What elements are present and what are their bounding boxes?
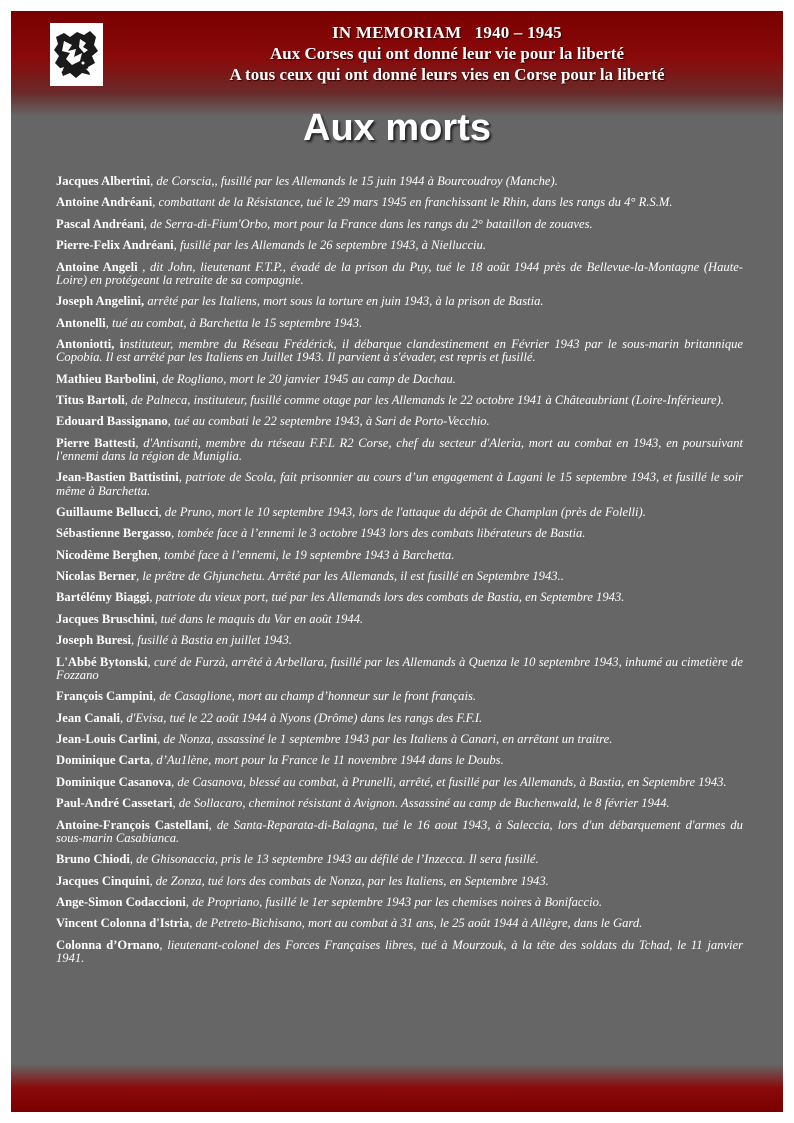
entry-name: Pascal Andréani (56, 216, 144, 231)
entry-description: , tué au combati le 22 septembre 1943, à Sari de Porto-Vecchio. (167, 414, 490, 429)
corsica-map-logo (50, 23, 103, 86)
list-item (56, 797, 743, 810)
entry-name: Antoine Andréani (56, 195, 153, 210)
entry-name: Dominique Casanova (56, 774, 172, 789)
header-line-memoriam: IN MEMORIAM 1940 – 1945 (332, 23, 562, 42)
entry-name: Titus Bartoli (56, 392, 125, 407)
list-item (56, 853, 743, 866)
list-item (56, 218, 743, 231)
entry-name: Colonna d’Ornano (56, 937, 160, 952)
list-item (56, 712, 743, 725)
entry-name: Antoine Angeli (56, 259, 138, 274)
entry-description: , de Casaglione, mort au champ d’honneur sur le front français. (152, 689, 477, 704)
list-item (56, 295, 743, 308)
entry-name: Guillaume Bellucci (56, 504, 159, 519)
entry-description: , tué au combat, à Barchetta le 15 septembre 1943. (105, 315, 363, 330)
list-item (56, 939, 743, 965)
list-item (56, 875, 743, 888)
list-item (56, 733, 743, 746)
entry-name: Jacques Albertini (56, 174, 151, 188)
list-item (56, 591, 743, 604)
list-item (56, 570, 743, 583)
entry-description: , de Rogliano, mort le 20 janvier 1945 au camp de Dachau. (155, 371, 456, 386)
memorial-list (56, 175, 743, 973)
entry-name: Pierre-Felix Andréani (56, 238, 174, 253)
entry-description: , de Pruno, mort le 10 septembre 1943, lors de l'attaque du dépôt de Champlan (près de Folelli). (158, 504, 646, 519)
list-item (56, 175, 743, 188)
entry-description: , fusillé par les Allemands le 26 septembre 1943, à Niellucciu. (173, 238, 486, 253)
entry-description: , de Serra-di-Fium'Orbo, mort pour la France dans les rangs du 2° bataillon de zouaves. (143, 216, 593, 231)
entry-name: Mathieu Barbolini (56, 371, 156, 386)
list-item (56, 634, 743, 647)
list-item (56, 471, 743, 497)
entry-name: Nicodème Berghen (56, 547, 158, 562)
header-line-dedication-all: A tous ceux qui ont donné leurs vies en Corse pour la liberté (229, 65, 665, 84)
list-item (56, 754, 743, 767)
list-item (56, 394, 743, 407)
entry-description: , de Nonza, assassiné le 1 septembre 1943 par les Italiens à Canari, en arrêtant un traitre. (157, 732, 613, 746)
entry-name: Jean Canali (56, 710, 121, 725)
entry-description: , d'Evisa, tué le 22 août 1944 à Nyons (Drôme) dans les rangs des F.F.I. (120, 710, 483, 725)
entry-name: Dominique Carta (56, 753, 151, 768)
entry-name: Joseph Buresi (56, 633, 131, 648)
entry-description: , patriote de Scola, fait prisonnier au cours d’un engagement à Lagani le 15 septembre 1943, et fusillé le soir même à Barchetta. (56, 470, 743, 498)
entry-name: Nicolas Berner (56, 569, 137, 584)
list-item (56, 506, 743, 519)
entry-name: Paul-André Cassetari (56, 796, 173, 811)
entry-name: Jean-Bastien Battistini (56, 470, 179, 485)
entry-description: , de Propriano, fusillé le 1er septembre 1943 par les chemises noires à Bonifaccio. (185, 894, 603, 909)
entry-description: , fusillé à Bastia en juillet 1943. (131, 633, 292, 648)
entry-description: , patriote du vieux port, tué par les Allemands lors des combats de Bastia, en Septembre 1943. (149, 590, 625, 605)
list-item (56, 613, 743, 626)
list-item (56, 776, 743, 789)
entry-name: François Campini (56, 689, 153, 704)
footer-band (11, 1064, 783, 1112)
entry-description: , le prêtre de Ghjunchetu. Arrêté par les Allemands, il est fusillé en Septembre 1943.. (136, 569, 564, 584)
entry-description: , de Palneca, instituteur, fusillé comme otage par les Allemands le 22 octobre 1941 à Châteaubriant (Loire-Inférieure). (124, 392, 724, 407)
entry-name: Antoniotti, i (56, 336, 124, 351)
page-title: Aux morts (303, 107, 491, 149)
list-item (56, 437, 743, 463)
list-item (56, 317, 743, 330)
list-item (56, 373, 743, 386)
entry-description: , de Petreto-Bichisano, mort au combat à 31 ans, le 25 août 1944 à Allègre, dans le Gard. (189, 916, 643, 931)
list-item (56, 690, 743, 703)
list-item (56, 196, 743, 209)
entry-name: Jacques Cinquini (56, 873, 150, 888)
list-item (56, 415, 743, 428)
entry-description: , tombée face à l’ennemi le 3 octobre 1943 lors des combats libérateurs de Bastia. (171, 526, 586, 541)
entry-description: nstituteur, membre du Réseau Frédérick, il débarque clandestinement en Février 1943 par le sous-marin britannique Copobia. Il est arrêté par les Italiens en Juillet 1943. Il parvient à s'évader, est repris et fusillé. (56, 336, 744, 365)
entry-description: , combattant de la Résistance, tué le 29 mars 1945 en franchissant le Rhin, dans les rangs du 4° R.S.M. (152, 195, 673, 210)
entry-name: Antonelli (56, 315, 106, 330)
entry-description: , de Ghisonaccia, pris le 13 septembre 1943 au défilé de l’Inzecca. Il sera fusillé. (129, 852, 539, 867)
list-item (56, 917, 743, 930)
list-item (56, 896, 743, 909)
header-line-dedication-corses: Aux Corses qui ont donné leur vie pour la liberté (269, 44, 625, 63)
list-item (56, 261, 743, 287)
header-text (111, 22, 783, 85)
memorial-page (11, 11, 783, 1112)
entry-description: , d’Au1lène, mort pour la France le 11 novembre 1944 dans le Doubs. (150, 753, 504, 768)
entry-description: , lieutenant-colonel des Forces Françaises libres, tué à Mourzouk, à la tête des soldats du Tchad, le 11 janvier 1941. (56, 937, 743, 965)
list-item (56, 527, 743, 540)
list-item (56, 239, 743, 252)
entry-name: Joseph Angelini, (56, 294, 145, 309)
entry-name: Vincent Colonna d'Istria (56, 916, 190, 931)
list-item (56, 338, 743, 364)
entry-name: Antoine-François Castellani (56, 817, 209, 832)
entry-description: arrêté par les Italiens, mort sous la torture en juin 1943, à la prison de Bastia. (144, 294, 544, 309)
list-item (56, 549, 743, 562)
entry-name: Jacques Bruschini (56, 611, 155, 626)
entry-description: , de Casanova, blessé au combat, à Prunelli, arrêté, et fusillé par les Allemands, à Bastia, en Septembre 1943. (171, 774, 727, 789)
entry-description: , de Zonza, tué lors des combats de Nonza, par les Italiens, en Septembre 1943. (149, 873, 549, 888)
list-item (56, 656, 743, 682)
entry-name: Edouard Bassignano (56, 414, 168, 429)
list-item (56, 819, 743, 845)
entry-name: Pierre Battesti (56, 435, 136, 450)
entry-description: , dit John, lieutenant F.T.P., évadé de la prison du Puy, tué le 18 août 1944 près de Bellevue-la-Montagne (Haute-Loire) en protégeant la retraite de sa compagnie. (56, 259, 743, 287)
entry-description: , de Corscia,, fusillé par les Allemands le 15 juin 1944 à Bourcoudroy (Manche). (150, 174, 558, 188)
entry-description: , de Sollacaro, cheminot résistant à Avignon. Assassiné au camp de Buchenwald, le 8 février 1944. (172, 796, 670, 811)
entry-name: Jean-Louis Carlini (56, 732, 158, 746)
entry-description: , d'Antisanti, membre du rtéseau F.F.L R2 Corse, chef du secteur d'Aleria, mort au combat en 1943, en poursuivant l'ennemi dans la région de Muniglia. (56, 435, 743, 463)
entry-name: Bruno Chiodi (56, 852, 130, 867)
entry-description: , tombé face à l’ennemi, le 19 septembre 1943 à Barchetta. (157, 547, 455, 562)
entry-description: , tué dans le maquis du Var en août 1944. (154, 611, 364, 626)
entry-description: , de Santa-Reparata-di-Balagna, tué le 16 aout 1943, à Saleccia, lors d'un débarquement d'armes du sous-marin Casabianca. (56, 817, 743, 845)
entry-name: L'Abbé Bytonski (56, 654, 148, 669)
entry-name: Bartélémy Biaggi (56, 590, 150, 605)
entry-name: Sébastienne Bergasso (56, 526, 172, 541)
entry-name: Ange-Simon Codaccioni (56, 894, 186, 909)
entry-description: , curé de Furzà, arrêté à Arbellara, fusillé par les Allemands à Quenza le 10 septembre 1943, inhumé au cimetière de Fozzano (56, 654, 743, 682)
